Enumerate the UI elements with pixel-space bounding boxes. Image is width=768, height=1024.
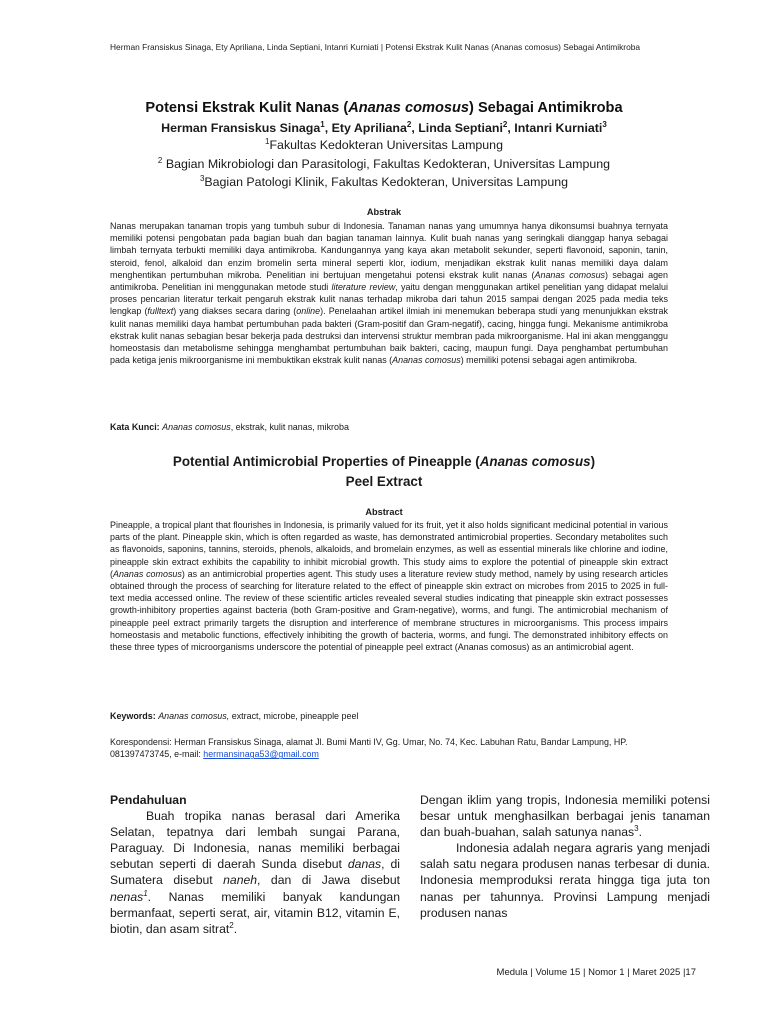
paragraph: Buah tropika nanas berasal dari Amerika Selatan, tepatnya dari lembah sungai Parana, Paraguay. Di Indonesia, nanas memiliki berbagai sebutan seperti di daerah Sunda disebut danas, di Sumatera disebut naneh, dan di Jawa disebut nenas$^1$. Nanas memiliki banyak kandungan bermanfaat, seperti serat, air, vitamin B12, vitamin E, biotin, dan asam sitrat$^2$. [110,809,400,936]
abstract-heading: Abstract [365,507,403,517]
abstract-body: Pineapple, a tropical plant that flourishes in Indonesia, is primarily valued for its fruit, yet it also holds significant medicinal potential in various parts of the plant. Pineapple skin, which is often regarded as waste, has demonstrated antimicrobial properties. Secondary metabolites such as flavonoids, saponins, tannins, steroids, phenols, alkaloids, and bromelain enzymes, as well as essential minerals like chlorine and iodine, pineapple skin extract exhibits the capability to inhibit microbial growth. This study aims to explore the potential of pineapple skin extract (Ananas comosus) as an antimicrobial properties agent. This study uses a literature review study method, namely by using research articles obtained through the process of searching for literature related to the effect of pineapple skin extract on microbes from 2015 to 2025 in full-text media accessed online. The review of these scientific articles revealed several studies indicating that pineapple skin extract possesses growth-inhibitory properties against bacteria (both Gram-positive and Gram-negative), worms, and fungi. The antimicrobial mechanism of pineapple peel extract primarily targets the disruption and interference of membrane structures in microorganisms. This process impairs homeostasis and metabolic functions, effectively inhibiting the growth of bacteria, worms, and fungi. The demonstrated inhibitory effects on these three types of microorganisms underscore the potential of pineapple peel extract (Ananas comosus) as an antimicrobial agent. [110,520,669,653]
paragraph: Indonesia adalah negara agraris yang menjadi salah satu negara produsen nanas terbesar di dunia. Indonesia memproduksi rerata hingga tiga juta ton nanas per tahunnya. Provinsi Lampung menjadi produsen nanas [420,841,710,920]
running-header: Herman Fransiskus Sinaga, Ety Apriliana, Linda Septiani, Intanri Kurniati | Potensi Ekstrak Kulit Nanas (Ananas comosus) Sebagai Antimikroba [110,42,641,52]
abstrak-body: Nanas merupakan tanaman tropis yang tumbuh subur di Indonesia. Tanaman nanas yang umumnya hanya dikonsumsi buahnya ternyata memiliki potensi pengobatan pada bagian buah dan bagian tanaman lainnya. Kulit buah nanas yang seringkali dianggap hanya sebagai limbah ternyata terbukti memiliki daya antimikroba. Kandungannya yang kaya akan metabolit sekunder, seperti flavonoid, saponin, tanin, steroid, fenol, alkaloid dan enzim bromelin serta mineral seperti klor, iodium, menjadikan ekstrak kulit nanas memiliki daya dalam menghentikan pertumbuhan mikroba. Penelitian ini bertujuan mengetahui potensi ekstrak kulit nanas (Ananas comosus) sebagai agen antimikroba. Penelitian ini menggunakan metode studi literature review, yaitu dengan menggunakan artikel penelitian yang didapat melalui proses pencarian literatur terkait pengaruh ekstrak kulit nanas terhadap mikroba dari tahun 2015 sampai dengan 2025 pada media teks lengkap (fulltext) yang diakses secara daring (online). Penelaahan artikel ilmiah ini menemukan beberapa studi yang menunjukkan ekstrak kulit nanas memiliki daya hambat pertumbuhan pada bakteri (Gram-positif dan Gram-negatif), cacing, hingga fungi. Mekanisme antimikroba ekstrak kulit nanas sebagian besar bekerja pada destruksi dan intervensi struktur membran pada mikroorganisme. Hal ini akan mengganggu homeostasis dan metabolisme sehingga menghambat pertumbuhan baik bakteri, cacing, maupun fungi. Daya penghambat pertumbuhan pada ketiga jenis mikroorganisme ini membuktikan ekstrak kulit nanas (Ananas comosus) memiliki potensi sebagai agen antimikroba. [110,221,668,366]
author-name: Ety Apriliana [331,121,407,135]
author-name: Herman Fransiskus Sinaga [161,121,321,135]
correspondence: Korespondensi: Herman Fransiskus Sinaga, alamat Jl. Bumi Manti IV, Gg. Umar, No. 74, Kec. Labuhan Ratu, Bandar Lampung, HP. 081397473745, e-mail: hermansinaga53@gmail.com [110,737,628,760]
keywords: Keywords: Ananas comosus, extract, microbe, pineapple peel [110,711,359,721]
page-footer: Medula | Volume 15 | Nomor 1 | Maret 2025 |17 [496,967,696,978]
paragraph: Dengan iklim yang tropis, Indonesia memiliki potensi besar untuk menghasilkan berbagai jenis tanaman dan buah-buahan, salah satunya nanas$^3$. [420,793,710,840]
affiliation-3: $^3$Bagian Patologi Klinik, Fakultas Kedokteran, Universitas Lampung [199,173,569,189]
left-column [110,792,400,937]
affiliation-1: $^1$Fakultas Kedokteran Universitas Lampung [265,136,503,152]
article-title-id: Potensi Ekstrak Kulit Nanas (Ananas comosus) Sebagai Antimikroba [145,100,623,116]
right-column [420,792,710,921]
email-link[interactable]: hermansinaga53@gmail.com [203,749,319,760]
affiliation-2: $^2$ Bagian Mikrobiologi dan Parasitologi, Fakultas Kedokteran, Universitas Lampung [157,155,611,171]
author-list: Herman Fransiskus Sinaga$^1$, Ety Apriliana$^2$, Linda Septiani$^2$, Intanri Kurniati$^3$ [161,119,607,135]
article-title-en: Potential Antimicrobial Properties of Pineapple (Ananas comosus) Peel Extract [172,454,596,489]
abstrak-heading: Abstrak [366,207,402,217]
author-name: Intanri Kurniati [514,121,603,135]
kata-kunci: Kata Kunci: Ananas comosus, ekstrak, kulit nanas, mikroba [110,422,349,432]
section-heading: Pendahuluan [110,793,187,807]
author-name: Linda Septiani [418,121,503,135]
